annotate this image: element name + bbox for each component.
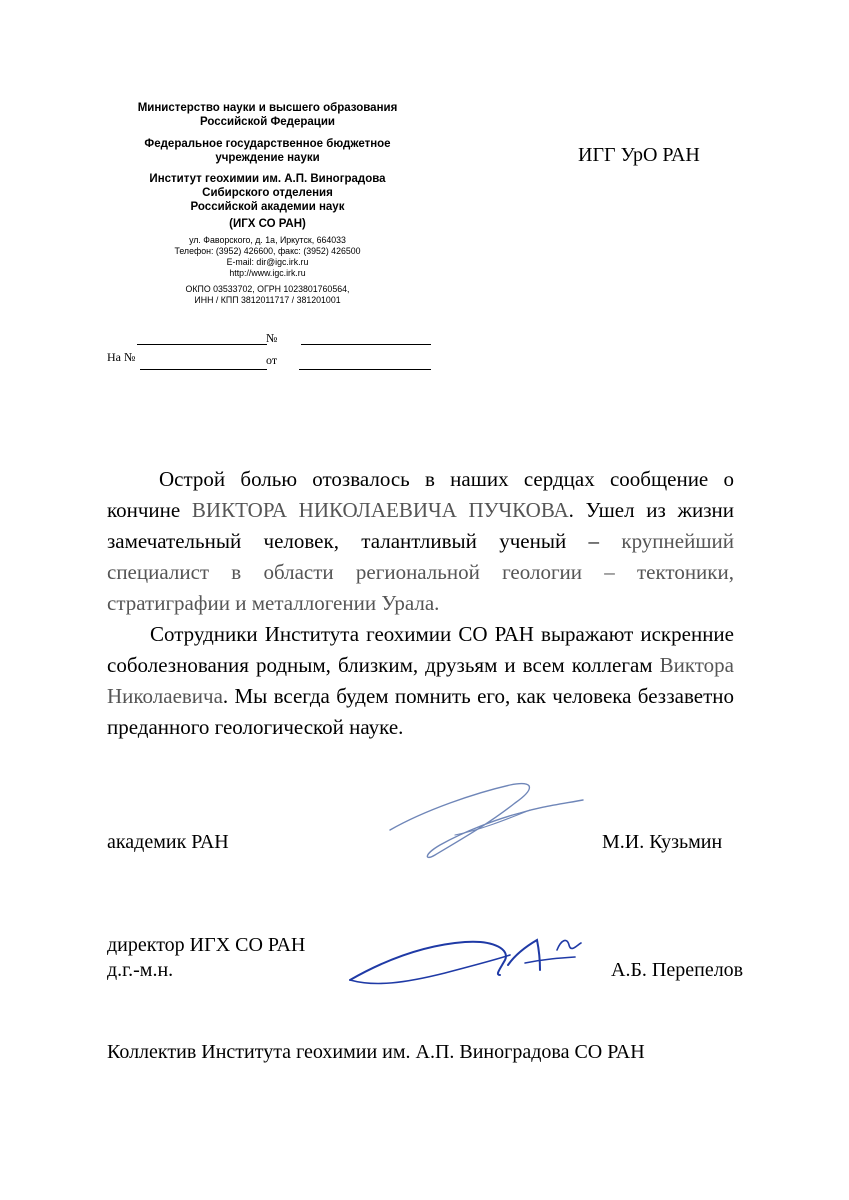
condolence-paragraph-1	[107, 464, 734, 619]
deceased-name: ВИКТОРА НИКОЛАЕВИЧА ПУЧКОВА	[191, 498, 569, 522]
institution-line-1: Федеральное государственное бюджетное	[144, 138, 391, 150]
outgoing-number-label: №	[266, 331, 278, 345]
institution-line-5: Российской академии наук	[190, 201, 345, 213]
date-from-label: от	[266, 353, 278, 367]
signer-2-name: А.Б. Перепелов	[611, 959, 744, 981]
paragraph-1-middle: . Ушел из жизни замечательный человек, талантливый ученый –	[107, 498, 735, 553]
letterhead	[100, 101, 435, 306]
deceased-given-name: Виктора Николаевича	[107, 653, 734, 708]
registry-line-1: ОКПО 03533702, ОГРН 1023801760564,	[185, 284, 350, 294]
contact-address: ул. Фаворского, д. 1а, Иркутск, 664033	[189, 235, 346, 245]
ministry-line-1: Министерство науки и высшего образования	[137, 102, 398, 114]
contact-phone: Телефон: (3952) 426600, факс: (3952) 426500	[174, 246, 361, 256]
paragraph-2-closing: . Мы всегда будем помнить его, как человека беззаветно преданного геологической науке.	[107, 684, 734, 739]
institution-line-2: учреждение науки	[215, 152, 320, 164]
condolence-paragraph-2	[107, 619, 734, 743]
signer-2-title: директор ИГХ СО РАН	[107, 934, 306, 956]
closing-collective: Коллектив Института геохимии им. А.П. Виноградова СО РАН	[107, 1041, 645, 1063]
contact-email: E-mail: dir@igc.irk.ru	[226, 257, 309, 267]
signature-2-image	[345, 925, 595, 995]
ministry-line-2: Российской Федерации	[199, 116, 335, 128]
incoming-number-line	[140, 369, 267, 370]
paragraph-2-opening: Сотрудники Института геохимии СО РАН выражают искренние соболезнования родным, близким, друзьям и всем коллегам	[107, 622, 734, 677]
signer-2-degree: д.г.-м.н.	[107, 959, 174, 981]
paragraph-1-opening: Острой болью отозвалось в наших сердцах сообщение о кончине	[107, 467, 734, 522]
paragraph-1-specialist: крупнейший специалист в области региональной геологии – тектоники, стратиграфии и металлогении Урала.	[107, 529, 734, 615]
contact-website: http://www.igc.irk.ru	[229, 268, 306, 278]
recipient: ИГГ УрО РАН	[578, 144, 700, 166]
registry-line-2: ИНН / КПП 3812011717 / 381201001	[194, 295, 341, 305]
signer-1-title: академик РАН	[107, 831, 229, 853]
institution-abbreviation: (ИГХ СО РАН)	[229, 218, 306, 230]
institution-line-3: Институт геохимии им. А.П. Виноградова	[149, 173, 386, 185]
incoming-number-label: На №	[107, 350, 136, 364]
outgoing-number-value-line	[301, 344, 431, 345]
date-line	[299, 369, 431, 370]
signer-1-name: М.И. Кузьмин	[602, 831, 723, 853]
institution-line-4: Сибирского отделения	[202, 187, 333, 199]
signature-1-image	[385, 775, 595, 865]
outgoing-number-line	[137, 344, 267, 345]
